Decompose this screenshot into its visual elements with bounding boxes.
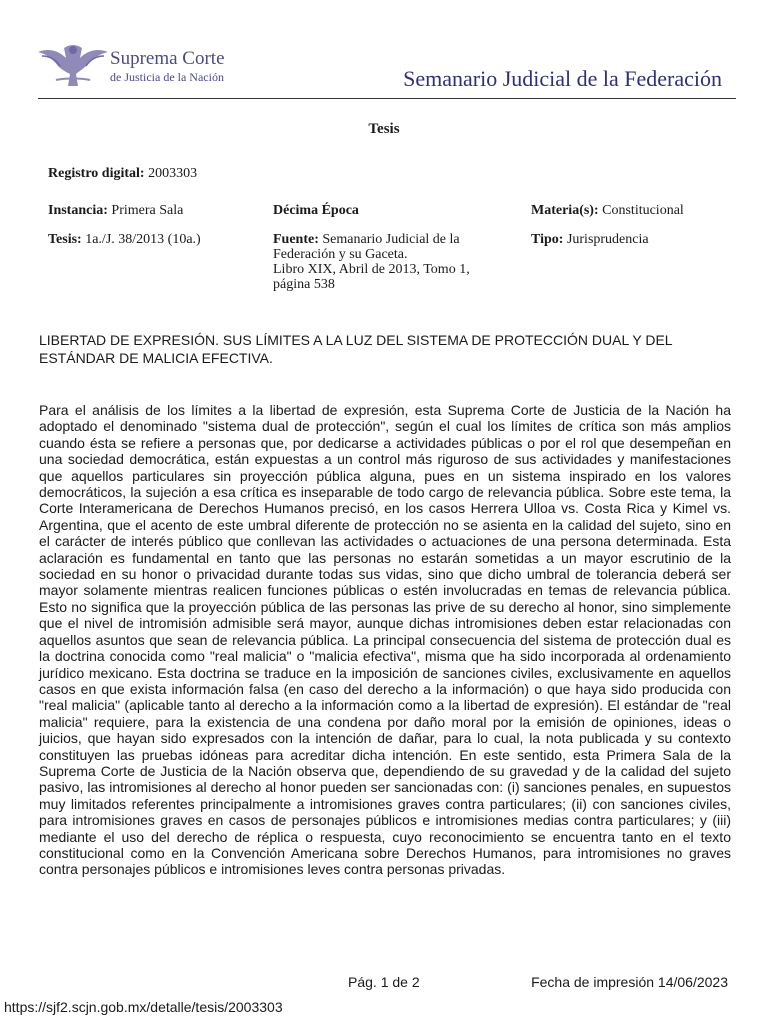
instancia-value: Primera Sala <box>111 203 184 218</box>
tipo <box>531 232 649 247</box>
tesis-body: Para el análisis de los límites a la libertad de expresión, esta Suprema Corte de Justicia de la Nación ha adoptado el denominado "sistema dual de protección", según el cual los límites de crítica son más amplios cuando ésta se refiere a personas que, por dedicarse a actividades públicas o por el rol que desempeñan en una sociedad democrática, están expuestas a un control más riguroso de sus actividades y manifestaciones que aquellos particulares sin proyección pública alguna, pues en un sistema inspirado en los valores democráticos, la sujeción a esa crítica es inseparable de todo cargo de relevancia pública. Sobre este tema, la Corte Interamericana de Derechos Humanos precisó, en los casos Herrera Ulloa vs. Costa Rica y Kimel vs. Argentina, que el acento de este umbral diferente de protección no se asienta en la calidad del sujeto, sino en el carácter de interés público que conllevan las actividades o actuaciones de una persona determinada. Esta aclaración es fundamental en tanto que las personas no estarán sometidas a un mayor escrutinio de la sociedad en su honor o privacidad durante todas sus vidas, sino que dicho umbral de tolerancia deberá ser mayor solamente mientras realicen funciones públicas o estén involucradas en temas de relevancia pública. Esto no significa que la proyección pública de las personas las prive de su derecho al honor, sino simplemente que el nivel de intromisión admisible será mayor, aunque dichas intromisiones deben estar relacionadas con aquellos asuntos que sean de relevancia pública. La principal consecuencia del sistema de protección dual es la doctrina conocida como "real malicia" o "malicia efectiva", misma que ha sido incorporada al ordenamiento jurídico mexicano. Esta doctrina se traduce en la imposición de sanciones civiles, exclusivamente en aquellos casos en que exista información falsa (en caso del derecho a la información) o que haya sido producida con "real malicia" (aplicable tanto al derecho a la información como a la libertad de expresión). El estándar de "real malicia" requiere, para la existencia de una condena por daño moral por la emisión de opiniones, ideas o juicios, que hayan sido expresados con la intención de dañar, para lo cual, la nota publicada y su contexto constituyen las pruebas idóneas para acreditar dicha intención. En este sentido, esta Primera Sala de la Suprema Corte de Justicia de la Nación observa que, dependiendo de su gravedad y de la calidad del sujeto pasivo, las intromisiones al derecho al honor pueden ser sancionadas con: (i) sanciones penales, en supuestos muy limitados referentes principalmente a intromisiones graves contra particulares; (ii) con sanciones civiles, para intromisiones graves en casos de personajes públicos e intromisiones medias contra particulares; y (iii) mediante el uso del derecho de réplica o respuesta, cuyo reconocimiento se encuentra tanto en el texto constitucional como en la Convención Americana sobre Derechos Humanos, para intromisiones no graves contra personajes públicos e intromisiones leves contra personas privadas. <box>39 402 731 878</box>
tipo-label: Tipo: <box>531 232 564 247</box>
materia-value: Constitucional <box>602 203 684 218</box>
materia-label: Materia(s): <box>531 203 599 218</box>
fuente-value-line1: Semanario Judicial de la <box>322 232 460 247</box>
fuente-value-line4: página 538 <box>273 277 335 292</box>
fuente-value-line3: Libro XIX, Abril de 2013, Tomo 1, <box>273 262 470 277</box>
logo-title: Suprema Corte <box>110 48 225 69</box>
registro-digital <box>48 166 197 181</box>
epoca <box>273 203 359 218</box>
print-date: Fecha de impresión 14/06/2023 <box>531 974 728 990</box>
tipo-value: Jurisprudencia <box>566 232 649 247</box>
fuente <box>273 232 513 292</box>
page-title: Tesis <box>368 121 400 137</box>
site-title: Semanario Judicial de la Federación <box>403 66 722 91</box>
eagle-emblem-icon <box>36 38 110 88</box>
registro-value: 2003303 <box>148 166 198 181</box>
header-divider <box>38 98 736 99</box>
fuente-label: Fuente: <box>273 232 319 247</box>
registro-label: Registro digital: <box>48 166 145 181</box>
epoca-label: Décima Época <box>273 203 359 218</box>
instancia <box>48 203 183 218</box>
tesis-label: Tesis: <box>48 232 82 247</box>
source-url[interactable]: https://sjf2.scjn.gob.mx/detalle/tesis/2003303 <box>4 999 283 1015</box>
page-number: Pág. 1 de 2 <box>348 974 420 990</box>
fuente-value-line2: Federación y su Gaceta. <box>273 247 408 262</box>
tesis-title: LIBERTAD DE EXPRESIÓN. SUS LÍMITES A LA LUZ DEL SISTEMA DE PROTECCIÓN DUAL Y DEL ESTÁNDAR DE MALICIA EFECTIVA. <box>39 332 673 366</box>
page-header <box>0 0 768 100</box>
materia <box>531 203 684 218</box>
logo-subtitle: de Justicia de la Nación <box>110 70 224 84</box>
tesis-value: 1a./J. 38/2013 (10a.) <box>85 232 201 247</box>
tesis-number <box>48 232 201 247</box>
instancia-label: Instancia: <box>48 203 108 218</box>
